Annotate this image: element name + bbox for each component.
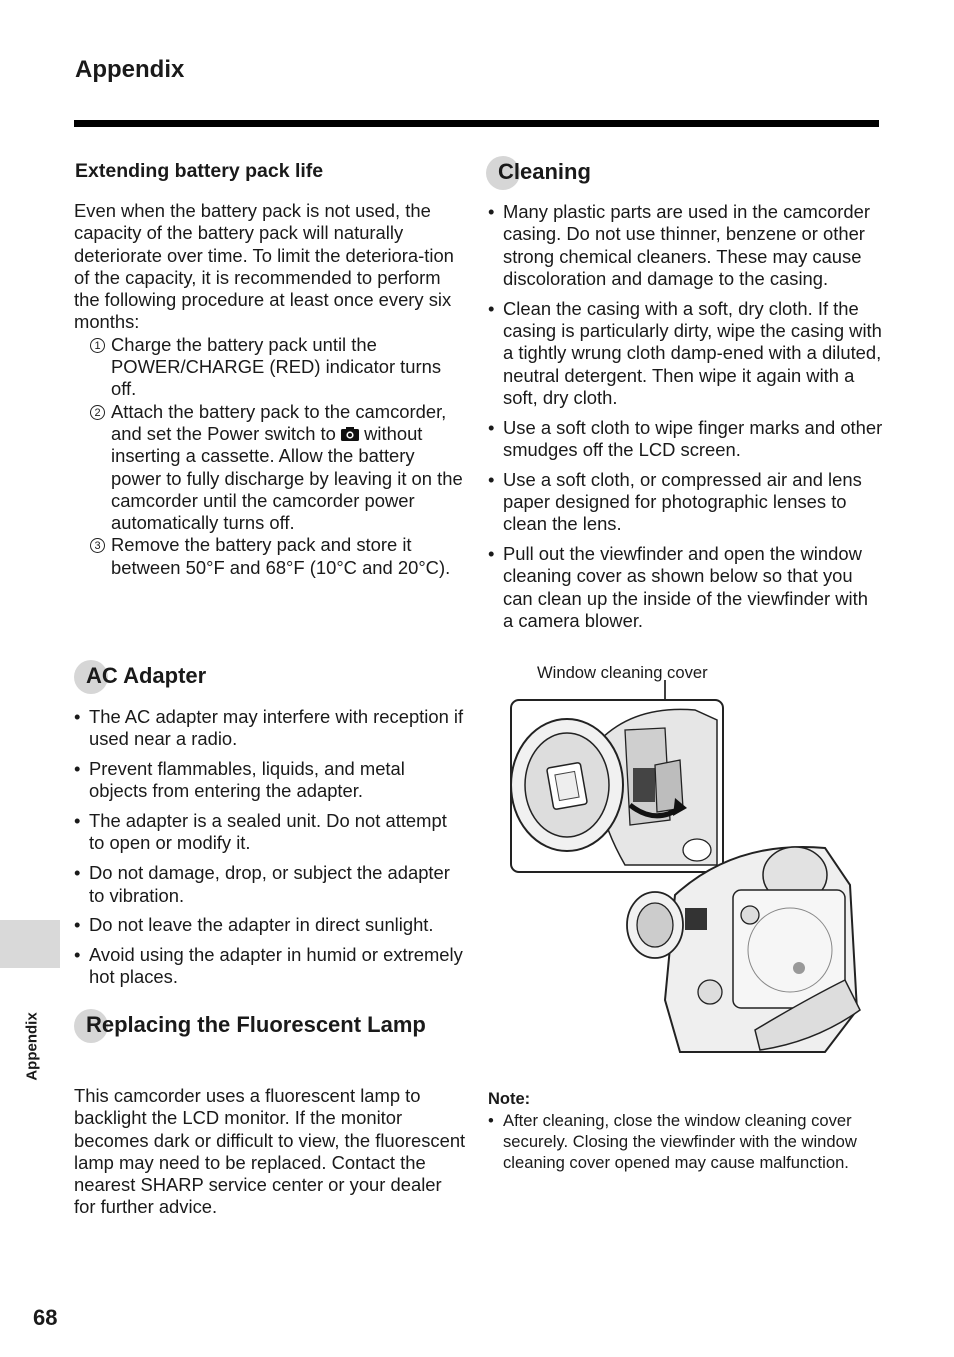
step-text: Attach the battery pack to the camcorder, and set the Power switch to xyxy=(111,400,447,444)
step-text: Charge the battery pack until the POWER/CHARGE (RED) indicator turns off. xyxy=(111,333,442,400)
list-item: • The adapter is a sealed unit. Do not attempt to open or modify it. xyxy=(74,810,466,855)
step-number: 3 xyxy=(90,538,105,553)
step-number: 1 xyxy=(90,338,105,353)
figure-caption: Window cleaning cover xyxy=(537,663,708,682)
battery-section xyxy=(74,200,466,579)
list-item: • Prevent flammables, liquids, and metal objects from entering the adapter. xyxy=(74,758,466,803)
cleaning-heading-wrap xyxy=(486,158,591,186)
ac-adapter-heading-wrap xyxy=(74,662,206,690)
lamp-heading xyxy=(74,1011,466,1039)
cleaning-heading xyxy=(486,158,591,186)
list-item: • Do not leave the adapter in direct sunlight. xyxy=(74,914,466,936)
list-item: • Avoid using the adapter in humid or extremely hot places. xyxy=(74,944,466,989)
step-number: 2 xyxy=(90,405,105,420)
cleaning-heading-text: Cleaning xyxy=(498,159,591,184)
ac-adapter-heading-text: AC Adapter xyxy=(86,663,207,688)
list-item: • Pull out the viewfinder and open the window cleaning cover as shown below so that you can clean up the inside of the viewfinder with a camera blower. xyxy=(488,543,883,632)
lamp-text: This camcorder uses a fluorescent lamp to backlight the LCD monitor. If the monitor becomes dark or difficult to view, the fluorescent lamp may need to be replaced. Contact the nearest SHARP service center or your dealer for further advice. xyxy=(74,1085,466,1218)
battery-heading: Extending battery pack life xyxy=(75,160,324,182)
battery-steps xyxy=(74,334,466,579)
camcorder-illustration xyxy=(505,680,875,1072)
list-item: • Use a soft cloth, or compressed air and lens paper designed for photographic lenses to clean the lens. xyxy=(488,469,883,536)
lamp-heading-wrap xyxy=(74,1011,466,1039)
step-text: without inserting a cassette. Allow the battery power to fully discharge by leaving it on the camcorder until the camcorder power automatically turns off. xyxy=(111,422,463,534)
battery-intro: Even when the battery pack is not used, the capacity of the battery pack will naturally deteriorate over time. To limit the deteriora-tion of the capacity, it is recommended to perform the following procedure at least once every six months: xyxy=(74,200,454,333)
note-label: Note: xyxy=(488,1090,531,1108)
cleaning-list xyxy=(488,201,883,640)
list-item: • Clean the casing with a soft, dry cloth. If the casing is particularly dirty, wipe the casing with a tightly wrung cloth damp-ened with a diluted, neutral detergent. Then wipe it again with a soft, dry cloth. xyxy=(488,298,883,409)
note-list xyxy=(488,1110,858,1181)
page-title: Appendix xyxy=(75,56,185,83)
battery-step xyxy=(74,334,466,401)
list-item: • Use a soft cloth to wipe finger marks and other smudges off the LCD screen. xyxy=(488,417,883,462)
side-tab-label xyxy=(6,1000,58,1092)
ac-adapter-list xyxy=(74,706,466,996)
ac-adapter-heading xyxy=(74,662,206,690)
title-rule xyxy=(74,120,879,127)
lamp-heading-text: Replacing the Fluorescent Lamp xyxy=(86,1012,426,1037)
side-tab-marker xyxy=(0,920,60,968)
list-item: • After cleaning, close the window cleaning cover securely. Closing the viewfinder with the window cleaning cover opened may cause malfunction. xyxy=(488,1110,858,1173)
list-item: • Many plastic parts are used in the camcorder casing. Do not use thinner, benzene or other strong chemical cleaners. These may cause discoloration and damage to the casing. xyxy=(488,201,883,290)
battery-step xyxy=(74,534,466,579)
camera-icon xyxy=(341,427,359,441)
battery-step xyxy=(74,401,466,535)
list-item: • Do not damage, drop, or subject the adapter to vibration. xyxy=(74,862,466,907)
list-item: • The AC adapter may interfere with reception if used near a radio. xyxy=(74,706,466,751)
page-number: 68 xyxy=(33,1305,58,1330)
step-text: Remove the battery pack and store it between 50°F and 68°F (10°C and 20°C). xyxy=(111,534,451,578)
side-tab-label-text: Appendix xyxy=(23,1011,41,1081)
